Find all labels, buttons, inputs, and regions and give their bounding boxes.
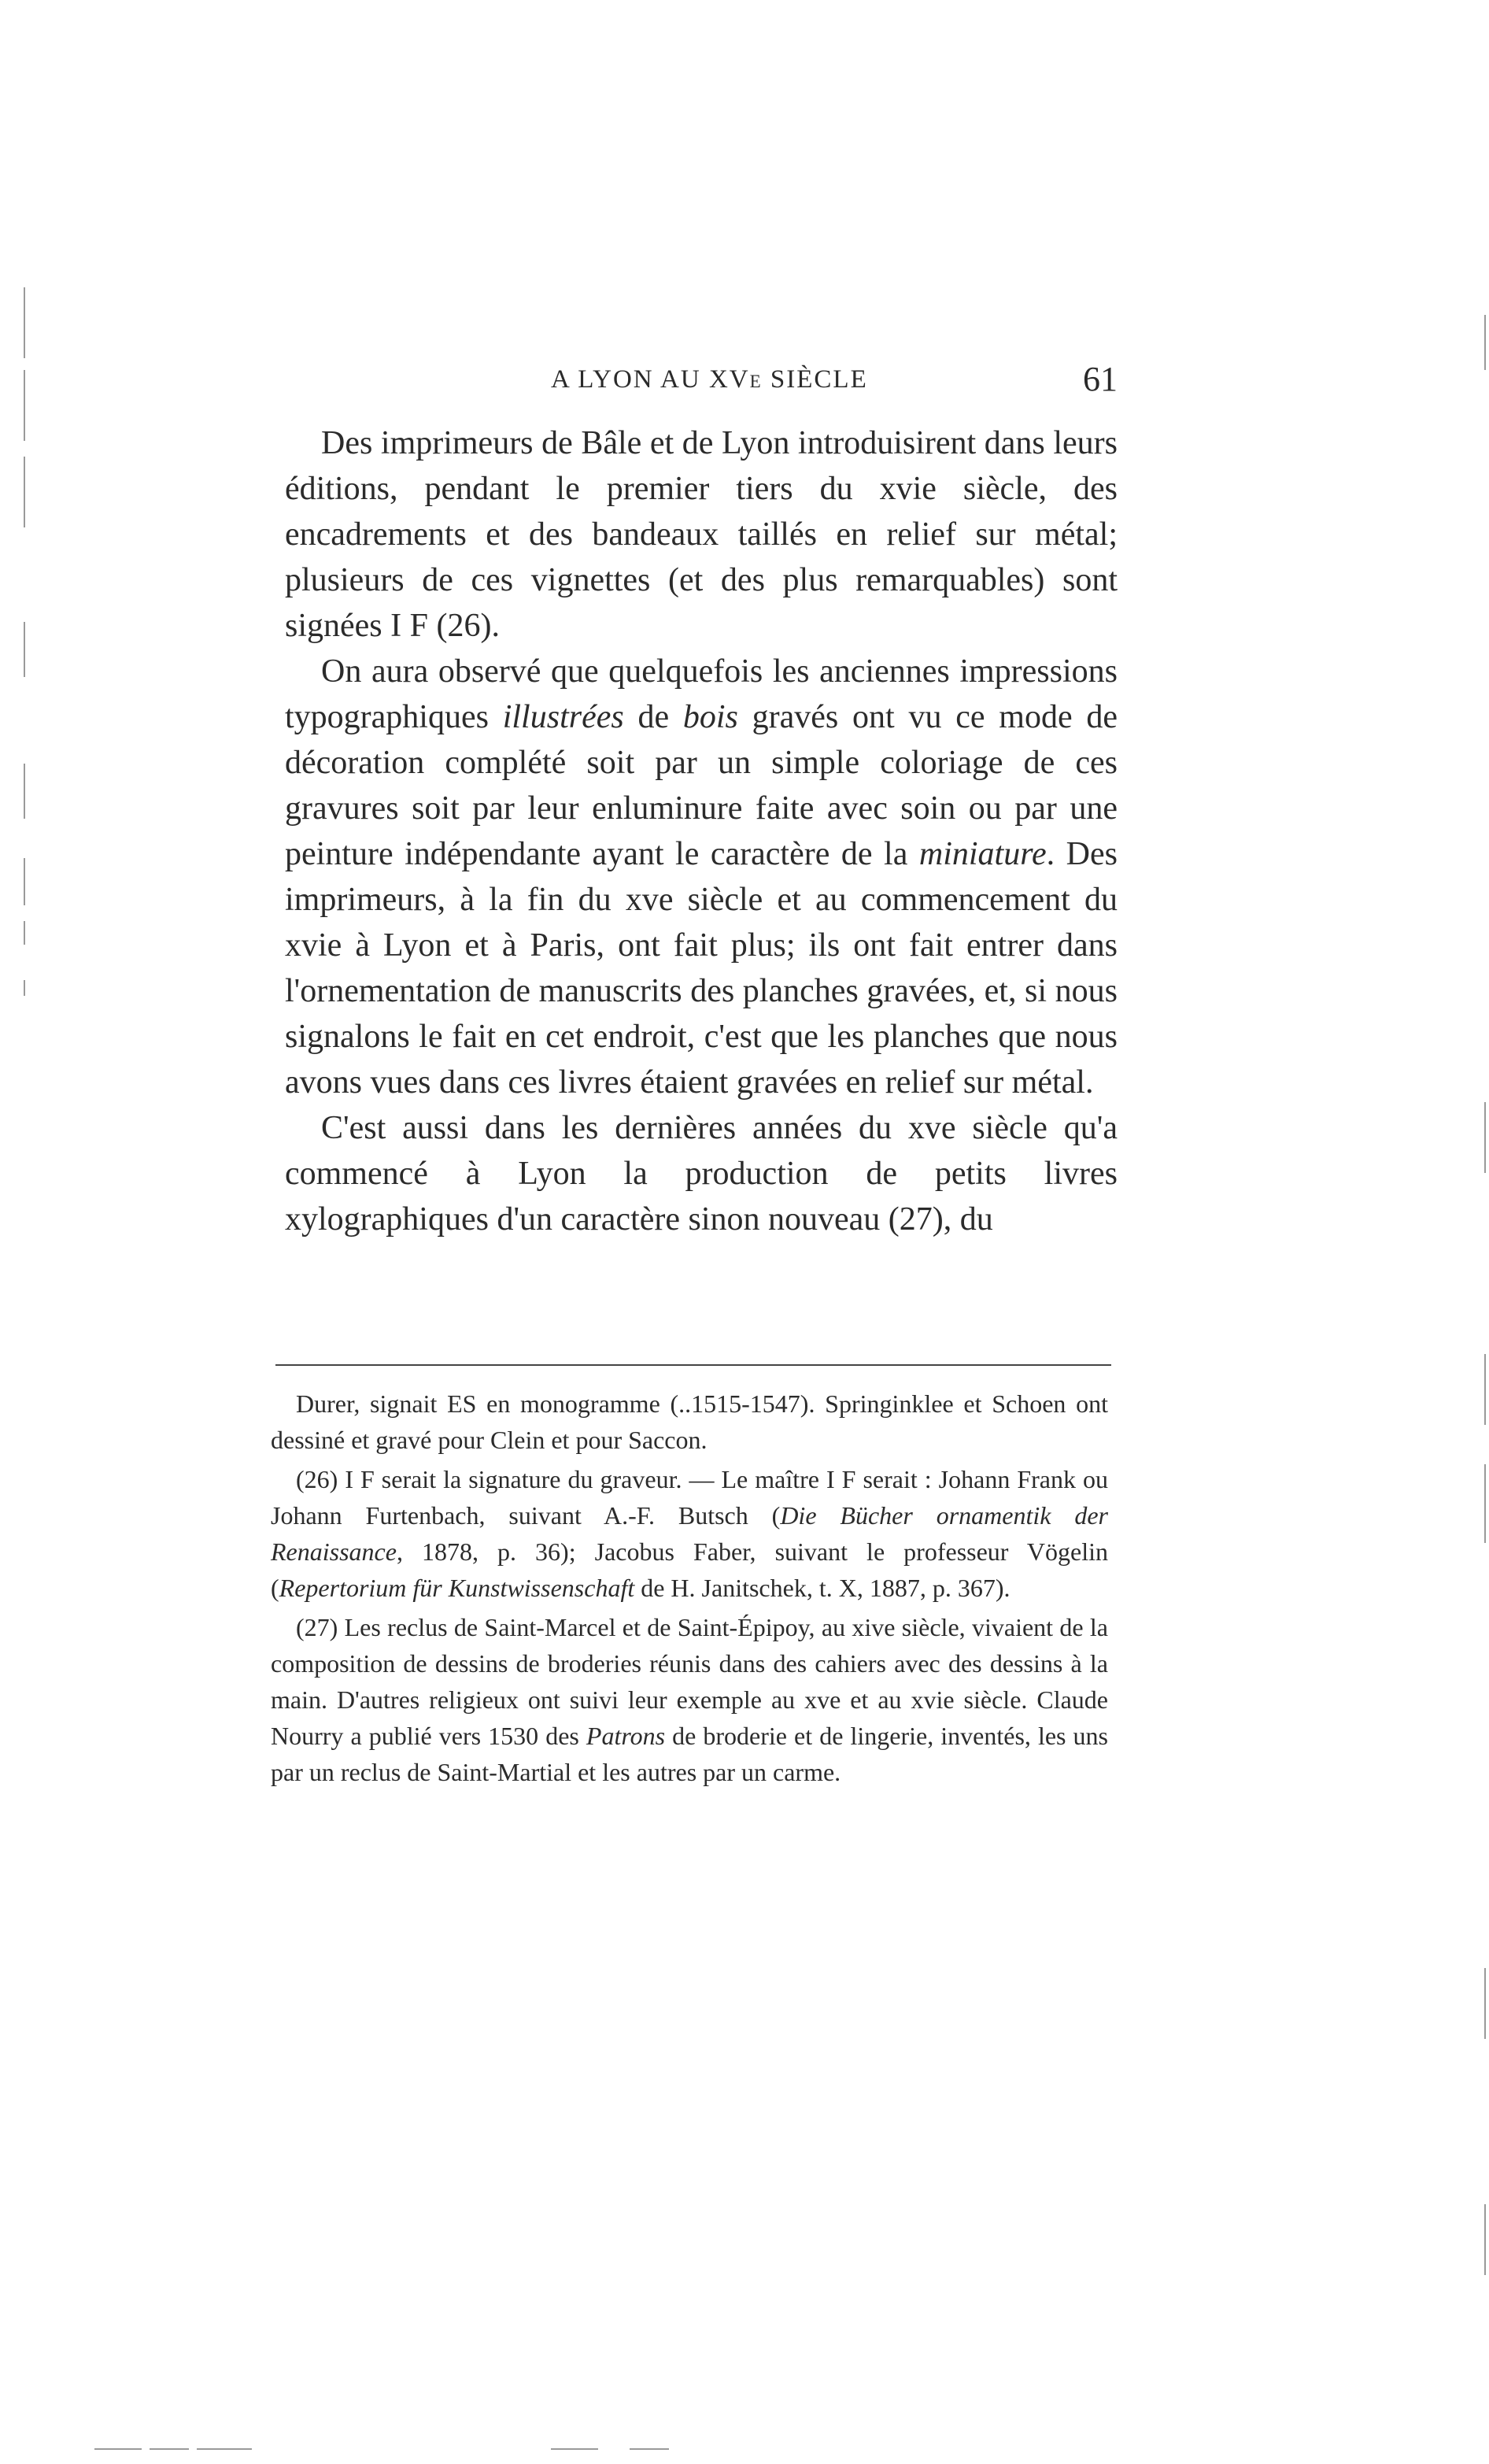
footnote-26-title-2: Repertorium für Kunstwissenschaft [279, 1574, 635, 1602]
footnote-27 [271, 1609, 1108, 1790]
scan-edge-mark [24, 980, 25, 996]
scan-edge-mark [551, 2448, 598, 2450]
paragraph-2-text: de [623, 699, 683, 735]
paragraph-2-text: . Des imprimeurs, à la fin du xve siècle et au commencement du xvie à Lyon et à Paris, ont fait plus; ils ont fait entrer dans l'ornementation de manuscrits des planches gravées, et, si nous signalons le fait en cet endroit, c'est que les planches que nous avons vues dans ces livres étaient gravées en relief sur métal. [285, 836, 1118, 1101]
footnote-27-text: (27) Les reclus de Saint-Marcel et de Saint-Épipoy, au xive siècle, vivaient de la composition de dessins de broderies réunis dans des cahiers avec des dessins à la main. D'autres religieux ont suivi leur exemple au xve et au xvie siècle. Claude Nourry a publié vers 1530 des [271, 1613, 1108, 1750]
paragraph-2-text: On aura observé que quelquefois les anciennes impressions typographiques [285, 653, 1118, 735]
footnote-26 [271, 1461, 1108, 1606]
footnote-26-title-1: Die Bücher ornamentik der Renaissance [271, 1501, 1109, 1566]
paragraph-2-text: gravés ont vu ce mode de décoration complété soit par un simple coloriage de ces gravures soit par leur enluminure faite avec soin ou par une peinture indépendante ayant le caractère de la [285, 699, 1118, 872]
italic-illustrees: illustrées [502, 699, 624, 735]
scan-edge-mark [24, 858, 25, 905]
paragraph-3: C'est aussi dans les dernières années du xve siècle qu'a commencé à Lyon la production de petits livres xylographiques d'un caractère sinon nouveau (27), du [285, 1110, 1118, 1238]
scan-edge-mark [1484, 315, 1486, 370]
scan-edge-mark [24, 622, 25, 677]
scan-edge-mark [1484, 1464, 1486, 1543]
scan-edge-mark [1484, 1354, 1486, 1425]
footnote-26-text: (26) I F serait la signature du graveur. — Le maître I F serait : Johann Frank ou Johann Furtenbach, suivant A.-F. Butsch ( [271, 1465, 1108, 1530]
running-head-title: A LYON AU XVe SIÈCLE [551, 365, 868, 394]
page-number: 61 [1083, 360, 1118, 398]
paragraph-2 [285, 649, 1118, 1105]
scan-edge-mark [94, 2448, 142, 2450]
footnotes [271, 1386, 1108, 1793]
footnote-26-text: de H. Janitschek, t. X, 1887, p. 367). [634, 1574, 1011, 1602]
scan-edge-mark [24, 921, 25, 945]
footnote-26-text: , 1878, p. 36); Jacobus Faber, suivant le professeur Vögelin ( [271, 1537, 1108, 1602]
footnote-27-title: Patrons [586, 1722, 666, 1750]
scan-edge-mark [150, 2448, 189, 2450]
scan-edge-mark [24, 370, 25, 441]
scan-edge-mark [1484, 1968, 1486, 2039]
footnote-continued: Durer, signait ES en monogramme (..1515-1547). Springinklee et Schoen ont dessiné et gravé pour Clein et pour Saccon. [271, 1389, 1108, 1454]
footnote-rule [275, 1364, 1111, 1366]
scan-edge-mark [24, 764, 25, 819]
scan-edge-mark [24, 287, 25, 358]
scan-edge-mark [197, 2448, 252, 2450]
italic-bois: bois [682, 699, 738, 735]
footnote-27-text: de broderie et de lingerie, inventés, les uns par un reclus de Saint-Martial et les autres par un carme. [271, 1722, 1109, 1786]
scan-edge-mark [1484, 2204, 1486, 2275]
scan-edge-mark [1484, 1102, 1486, 1173]
running-head [283, 356, 1118, 403]
italic-miniature: miniature [918, 836, 1047, 872]
paragraph-1: Des imprimeurs de Bâle et de Lyon introduisirent dans leurs éditions, pendant le premier tiers du xvie siècle, des encadrements et des bandeaux taillés en relief sur métal; plusieurs de ces vignettes (et des plus remarquables) sont signées I F (26). [285, 425, 1118, 644]
main-text [285, 420, 1118, 1242]
scan-edge-mark [24, 457, 25, 527]
scan-edge-mark [630, 2448, 669, 2450]
